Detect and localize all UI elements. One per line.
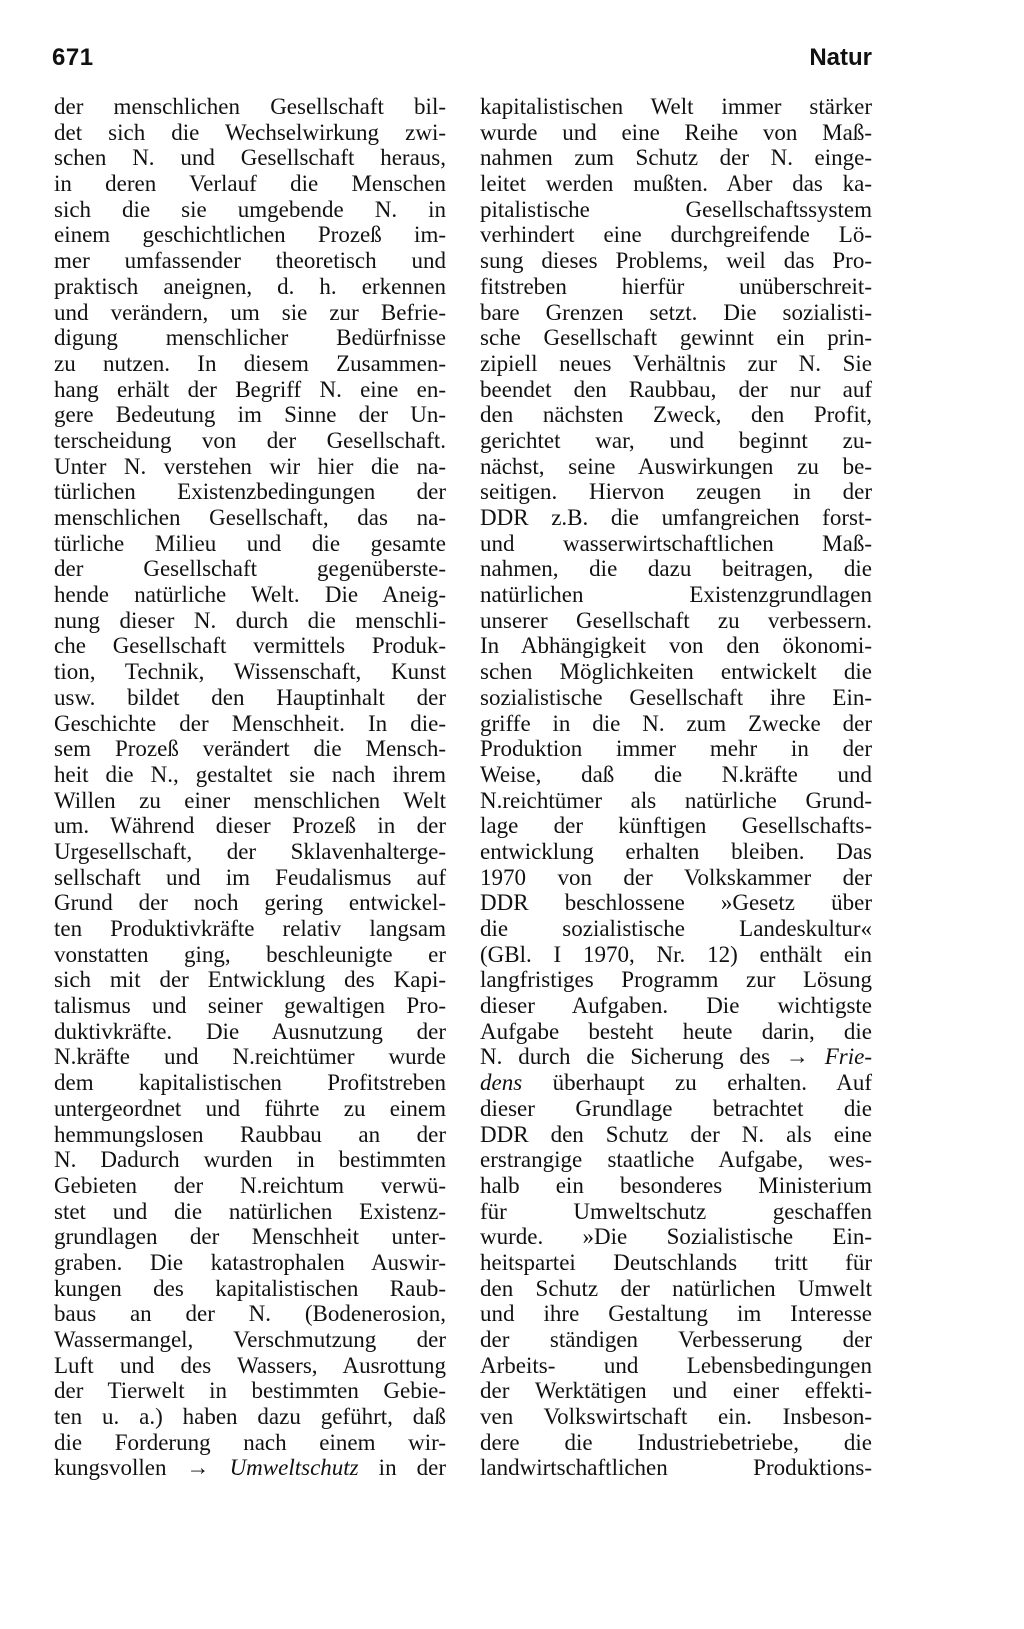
text-line: unserer Gesellschaft zu verbessern. xyxy=(480,607,872,633)
text-line: Produktion immer mehr in der xyxy=(480,736,872,762)
text-line: DDR beschlossene »Gesetz über xyxy=(480,890,872,916)
text-line: kapitalistischen Welt immer stärker xyxy=(480,94,872,119)
text-line: den Schutz der natürlichen Umwelt xyxy=(480,1275,872,1301)
text-line: halb ein besonderes Ministerium xyxy=(480,1172,872,1198)
text-line: zipiell neues Verhältnis zur N. Sie xyxy=(480,350,872,376)
text-line: grundlagen der Menschheit unter- xyxy=(54,1224,446,1250)
text-line: ten u. a.) haben dazu geführt, daß xyxy=(54,1404,446,1430)
line-text: kungsvollen → xyxy=(54,1455,230,1481)
text-line: bare Grenzen setzt. Die sozialisti- xyxy=(480,299,872,325)
text-line: griffe in die N. zum Zwecke der xyxy=(480,710,872,736)
left-column xyxy=(54,94,446,1481)
text-line: tion, Technik, Wissenschaft, Kunst xyxy=(54,659,446,685)
text-line: nahmen, die dazu beitragen, die xyxy=(480,556,872,582)
text-line: DDR z.B. die umfangreichen forst- xyxy=(480,505,872,530)
text-line: digung menschlicher Bedürfnisse xyxy=(54,325,446,351)
text-line xyxy=(54,1455,446,1481)
text-line: und verändern, um sie zur Befrie- xyxy=(54,299,446,325)
text-line: schen N. und Gesellschaft heraus, xyxy=(54,145,446,171)
text-line: N.kräfte und N.reichtümer wurde xyxy=(54,1044,446,1070)
text-line: erstrangige staatliche Aufgabe, wes- xyxy=(480,1147,872,1173)
cross-reference-link[interactable]: Frie- xyxy=(824,1044,872,1070)
running-head: Natur xyxy=(809,44,872,71)
text-line: Geschichte der Menschheit. In die- xyxy=(54,710,446,736)
text-line: det sich die Wechselwirkung zwi- xyxy=(54,119,446,145)
text-line: und ihre Gestaltung im Interesse xyxy=(480,1301,872,1327)
text-line: ven Volkswirtschaft ein. Insbeson- xyxy=(480,1404,872,1430)
text-line: menschlichen Gesellschaft, das na- xyxy=(54,505,446,530)
text-line: In Abhängigkeit von den ökonomi- xyxy=(480,633,872,659)
text-line: langfristiges Programm zur Lösung xyxy=(480,967,872,993)
line-text: N. durch die Sicherung des → xyxy=(480,1044,825,1070)
text-line: DDR den Schutz der N. als eine xyxy=(480,1121,872,1147)
text-line: Arbeits- und Lebensbedingungen xyxy=(480,1352,872,1378)
text-line: gerichtet war, und beginnt zu- xyxy=(480,427,872,453)
text-line: baus an der N. (Bodenerosion, xyxy=(54,1301,446,1327)
text-line: die Forderung nach einem wir- xyxy=(54,1429,446,1455)
text-line: N. Dadurch wurden in bestimmten xyxy=(54,1147,446,1173)
text-line: natürlichen Existenzgrundlagen xyxy=(480,582,872,608)
text-line: dieser Aufgaben. Die wichtigste xyxy=(480,993,872,1019)
text-line: dieser Grundlage betrachtet die xyxy=(480,1095,872,1121)
text-line: Wassermangel, Verschmutzung der xyxy=(54,1327,446,1352)
text-line: der Werktätigen und einer effekti- xyxy=(480,1378,872,1404)
text-line: der menschlichen Gesellschaft bil- xyxy=(54,94,446,119)
text-line: vonstatten ging, beschleunigte er xyxy=(54,941,446,967)
text-line: ten Produktivkräfte relativ langsam xyxy=(54,916,446,941)
text-line: schen Möglichkeiten entwickelt die xyxy=(480,659,872,685)
text-line: zu nutzen. In diesem Zusammen- xyxy=(54,350,446,376)
text-line: für Umweltschutz geschaffen xyxy=(480,1198,872,1224)
text-line: wurde und eine Reihe von Maß- xyxy=(480,119,872,145)
text-line: heitspartei Deutschlands tritt für xyxy=(480,1249,872,1275)
text-line: lage der künftigen Gesellschafts- xyxy=(480,813,872,839)
line-text: in der xyxy=(358,1455,446,1481)
text-line: seitigen. Hiervon zeugen in der xyxy=(480,479,872,505)
text-line: dem kapitalistischen Profitstreben xyxy=(54,1070,446,1096)
text-line: hang erhält der Begriff N. eine en- xyxy=(54,376,446,402)
text-line: 1970 von der Volkskammer der xyxy=(480,864,872,890)
text-line: sche Gesellschaft gewinnt ein prin- xyxy=(480,325,872,351)
text-line: türlichen Existenzbedingungen der xyxy=(54,479,446,505)
text-line: der ständigen Verbesserung der xyxy=(480,1327,872,1352)
text-line: duktivkräfte. Die Ausnutzung der xyxy=(54,1018,446,1044)
text-line: sellschaft und im Feudalismus auf xyxy=(54,864,446,890)
text-line: einem geschichtlichen Prozeß im- xyxy=(54,222,446,248)
text-line: die sozialistische Landeskultur« xyxy=(480,916,872,941)
text-line: hemmungslosen Raubbau an der xyxy=(54,1121,446,1147)
text-line: praktisch aneignen, d. h. erkennen xyxy=(54,273,446,299)
text-line: verhindert eine durchgreifende Lö- xyxy=(480,222,872,248)
text-line: mer umfassender theoretisch und xyxy=(54,248,446,274)
text-line: sozialistische Gesellschaft ihre Ein- xyxy=(480,684,872,710)
text-line: der Gesellschaft gegenüberste- xyxy=(54,556,446,582)
text-line: gere Bedeutung im Sinne der Un- xyxy=(54,402,446,428)
text-line: Gebieten der N.reichtum verwü- xyxy=(54,1172,446,1198)
text-line: sich mit der Entwicklung des Kapi- xyxy=(54,967,446,993)
text-line: untergeordnet und führte zu einem xyxy=(54,1095,446,1121)
text-line: dere die Industriebetriebe, die xyxy=(480,1429,872,1455)
text-line: usw. bildet den Hauptinhalt der xyxy=(54,684,446,710)
text-line: stet und die natürlichen Existenz- xyxy=(54,1198,446,1224)
text-line: Luft und des Wassers, Ausrottung xyxy=(54,1352,446,1378)
text-line: (GBl. I 1970, Nr. 12) enthält ein xyxy=(480,941,872,967)
text-line: wurde. »Die Sozialistische Ein- xyxy=(480,1224,872,1250)
text-line: kungen des kapitalistischen Raub- xyxy=(54,1275,446,1301)
text-line: entwicklung erhalten bleiben. Das xyxy=(480,838,872,864)
text-line: leitet werden mußten. Aber das ka- xyxy=(480,171,872,197)
text-line: che Gesellschaft vermittels Produk- xyxy=(54,633,446,659)
text-line: und wasserwirtschaftlichen Maß- xyxy=(480,530,872,556)
right-column xyxy=(480,94,872,1481)
text-line: nahmen zum Schutz der N. einge- xyxy=(480,145,872,171)
text-line: hende natürliche Welt. Die Aneig- xyxy=(54,582,446,608)
text-line: den nächsten Zweck, den Profit, xyxy=(480,402,872,428)
text-line: sem Prozeß verändert die Mensch- xyxy=(54,736,446,762)
text-line: pitalistische Gesellschaftssystem xyxy=(480,196,872,222)
text-line: talismus und seiner gewaltigen Pro- xyxy=(54,993,446,1019)
text-line: nung dieser N. durch die menschli- xyxy=(54,607,446,633)
text-line: beendet den Raubbau, der nur auf xyxy=(480,376,872,402)
text-line: fitstreben hierfür unüberschreit- xyxy=(480,273,872,299)
text-line: der Tierwelt in bestimmten Gebie- xyxy=(54,1378,446,1404)
text-line: Weise, daß die N.kräfte und xyxy=(480,761,872,787)
text-line: sung dieses Problems, weil das Pro- xyxy=(480,248,872,274)
page-number: 671 xyxy=(52,44,94,71)
text-line xyxy=(480,1070,872,1096)
cross-reference-link[interactable]: dens xyxy=(480,1070,523,1096)
text-line: N.reichtümer als natürliche Grund- xyxy=(480,787,872,813)
text-line: Aufgabe besteht heute darin, die xyxy=(480,1018,872,1044)
text-line: Urgesellschaft, der Sklavenhalterge- xyxy=(54,838,446,864)
text-line: landwirtschaftlichen Produktions- xyxy=(480,1455,872,1481)
text-line: nächst, seine Auswirkungen zu be- xyxy=(480,453,872,479)
text-line: sich die sie umgebende N. in xyxy=(54,196,446,222)
text-line: graben. Die katastrophalen Auswir- xyxy=(54,1249,446,1275)
text-line: Willen zu einer menschlichen Welt xyxy=(54,787,446,813)
text-line: heit die N., gestaltet sie nach ihrem xyxy=(54,761,446,787)
text-line: Unter N. verstehen wir hier die na- xyxy=(54,453,446,479)
text-line xyxy=(480,1044,872,1070)
cross-reference-link[interactable]: Umweltschutz xyxy=(229,1455,359,1481)
line-text: überhaupt zu erhalten. Auf xyxy=(522,1070,872,1096)
text-line: terscheidung von der Gesellschaft. xyxy=(54,427,446,453)
text-line: in deren Verlauf die Menschen xyxy=(54,171,446,197)
text-line: um. Während dieser Prozeß in der xyxy=(54,813,446,839)
text-line: türliche Milieu und die gesamte xyxy=(54,530,446,556)
text-line: Grund der noch gering entwickel- xyxy=(54,890,446,916)
